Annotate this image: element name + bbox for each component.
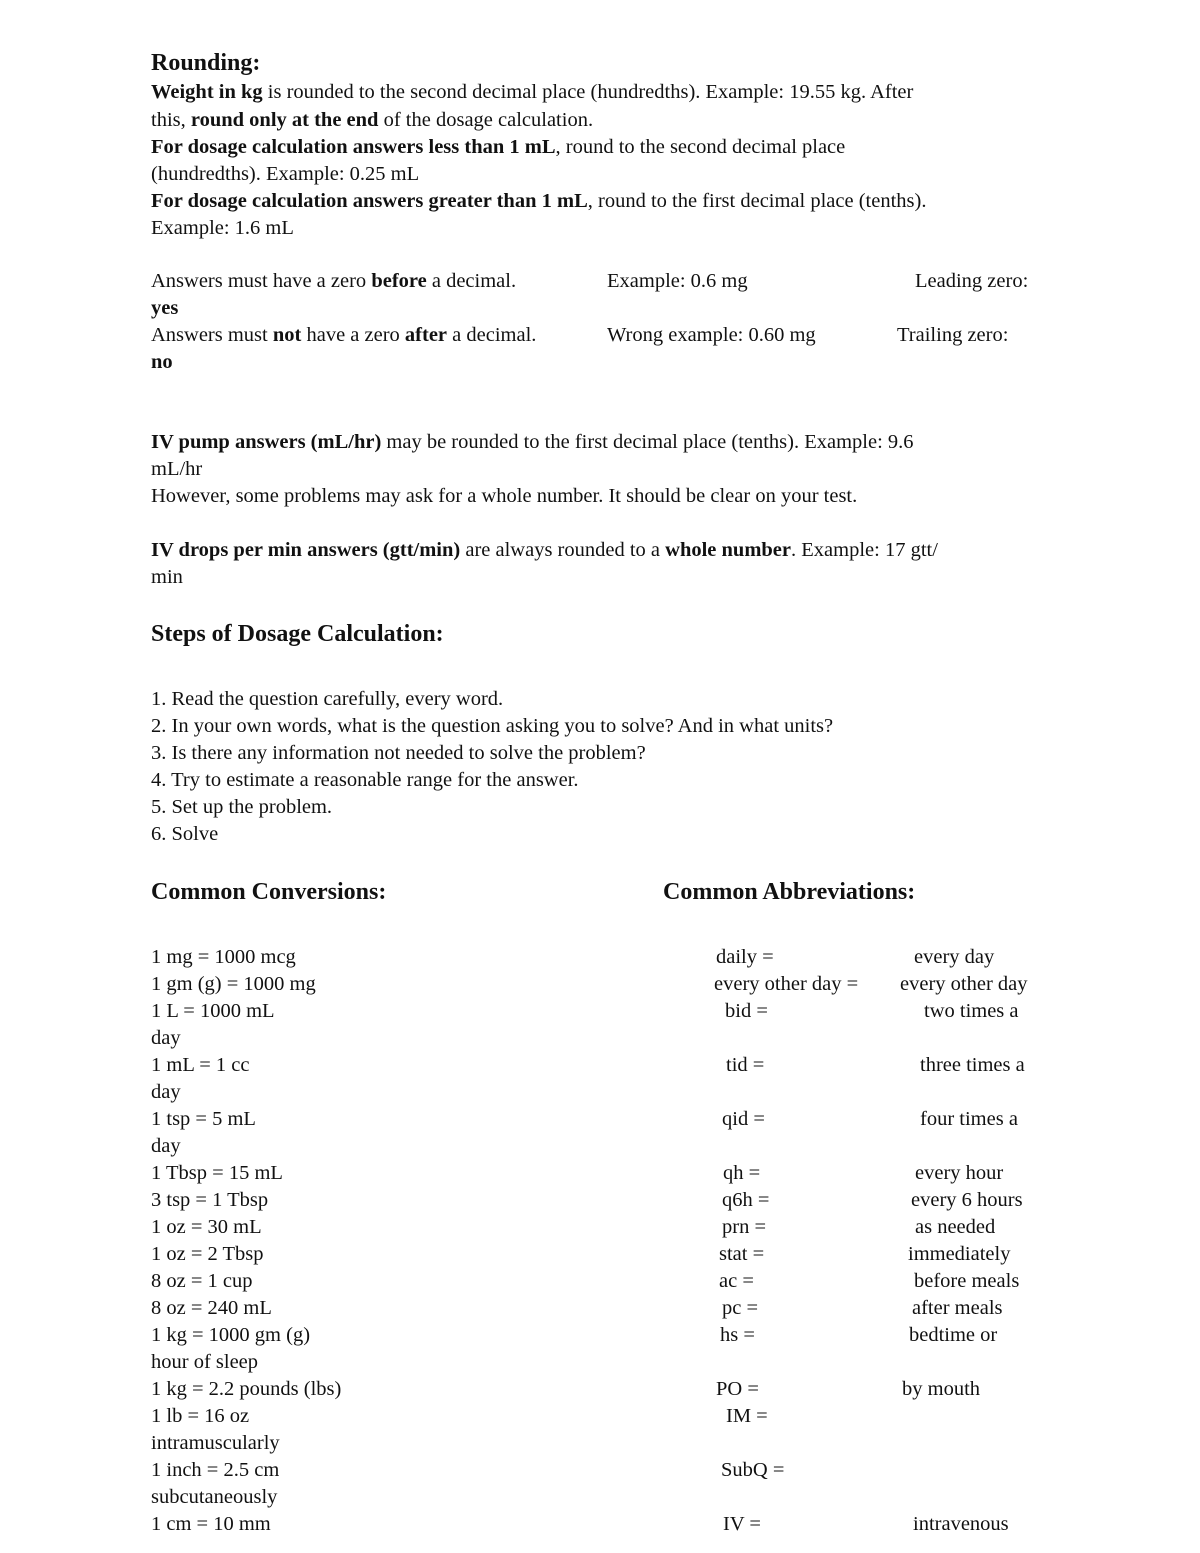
step-item-3: 3. Is there any information not needed to solve the problem? bbox=[151, 742, 646, 764]
weight-text-1: is rounded to the second decimal place (hundredths). Example: 19.55 kg. After bbox=[262, 81, 914, 103]
trailing-rule bbox=[151, 322, 536, 348]
conversion-item: day bbox=[151, 1027, 181, 1049]
trailing-text-2: have a zero bbox=[301, 324, 405, 346]
leading-zero-label: Leading zero: bbox=[915, 270, 1029, 292]
trailing-bold-2: after bbox=[404, 324, 448, 346]
conversion-item: 1 Tbsp = 15 mL bbox=[151, 1162, 283, 1184]
leading-text-2: a decimal. bbox=[426, 270, 517, 292]
abbreviation-meaning: immediately bbox=[908, 1243, 1011, 1265]
trailing-example: Wrong example: 0.60 mg bbox=[607, 324, 816, 346]
weight-bold-2: round only at the end bbox=[190, 109, 379, 131]
conversion-item: 1 lb = 16 oz bbox=[151, 1405, 250, 1427]
conversion-item: intramuscularly bbox=[151, 1432, 280, 1454]
trailing-text-3: a decimal. bbox=[447, 324, 537, 346]
greater-line-2: Example: 1.6 mL bbox=[151, 217, 294, 239]
abbreviation-term: IV = bbox=[723, 1513, 761, 1535]
abbreviation-meaning: by mouth bbox=[902, 1378, 981, 1400]
weight-bold-1: Weight in kg bbox=[151, 81, 263, 103]
greater-bold: For dosage calculation answers greater than 1 mL bbox=[151, 190, 588, 212]
ivdrops-bold-1: IV drops per min answers (gtt/min) bbox=[151, 539, 461, 561]
step-item-6: 6. Solve bbox=[151, 823, 219, 845]
abbreviation-term: ac = bbox=[719, 1270, 754, 1292]
conversion-item: 8 oz = 240 mL bbox=[151, 1297, 272, 1319]
abbreviation-term: PO = bbox=[716, 1378, 759, 1400]
ivdrops-text-2: . Example: 17 gtt/ bbox=[791, 539, 938, 561]
conversion-item: day bbox=[151, 1135, 181, 1157]
abbreviation-term: daily = bbox=[716, 946, 774, 968]
less-line-2: (hundredths). Example: 0.25 mL bbox=[151, 163, 420, 185]
conversion-item: hour of sleep bbox=[151, 1351, 259, 1373]
less-line-1 bbox=[151, 134, 845, 160]
weight-text-2: this, bbox=[151, 109, 191, 131]
conversion-item: 3 tsp = 1 Tbsp bbox=[151, 1189, 269, 1211]
step-item-1: 1. Read the question carefully, every word. bbox=[151, 688, 504, 710]
trailing-zero-label: Trailing zero: bbox=[897, 324, 1009, 346]
abbreviation-term: IM = bbox=[726, 1405, 768, 1427]
abbreviation-meaning: three times a bbox=[920, 1054, 1025, 1076]
leading-text-1: Answers must have a zero bbox=[151, 270, 372, 292]
abbreviation-term: every other day = bbox=[714, 973, 859, 995]
weight-line-1 bbox=[151, 79, 913, 105]
conversion-item: 1 oz = 2 Tbsp bbox=[151, 1243, 264, 1265]
abbreviation-meaning: intravenous bbox=[913, 1513, 1009, 1535]
conversion-item: 1 gm (g) = 1000 mg bbox=[151, 973, 316, 995]
conversions-heading: Common Conversions: bbox=[151, 879, 387, 905]
leading-example: Example: 0.6 mg bbox=[607, 270, 748, 292]
abbreviation-meaning: four times a bbox=[920, 1108, 1018, 1130]
steps-heading: Steps of Dosage Calculation: bbox=[151, 621, 444, 647]
ivpump-line-3: However, some problems may ask for a whole number. It should be clear on your test. bbox=[151, 485, 858, 507]
trailing-text-1: Answers must bbox=[151, 324, 273, 346]
abbreviation-term: hs = bbox=[720, 1324, 755, 1346]
trailing-bold-1: not bbox=[272, 324, 302, 346]
abbreviations-heading: Common Abbreviations: bbox=[663, 879, 916, 905]
abbreviation-meaning: two times a bbox=[924, 1000, 1019, 1022]
rounding-heading: Rounding: bbox=[151, 50, 261, 76]
conversion-item: 1 mL = 1 cc bbox=[151, 1054, 250, 1076]
conversion-item: 8 oz = 1 cup bbox=[151, 1270, 253, 1292]
abbreviation-term: prn = bbox=[722, 1216, 767, 1238]
leading-bold: before bbox=[371, 270, 427, 292]
step-item-4: 4. Try to estimate a reasonable range for the answer. bbox=[151, 769, 579, 791]
greater-line-1 bbox=[151, 188, 926, 214]
ivpump-line-1 bbox=[151, 429, 914, 455]
conversion-item: 1 tsp = 5 mL bbox=[151, 1108, 256, 1130]
greater-text-1: , round to the first decimal place (tenths). bbox=[587, 190, 927, 212]
abbreviation-term: qh = bbox=[723, 1162, 761, 1184]
weight-line-2 bbox=[151, 107, 593, 133]
conversion-item: 1 inch = 2.5 cm bbox=[151, 1459, 280, 1481]
ivdrops-bold-2: whole number bbox=[665, 539, 792, 561]
conversion-item: day bbox=[151, 1081, 181, 1103]
abbreviation-meaning: every hour bbox=[915, 1162, 1004, 1184]
abbreviation-term: q6h = bbox=[722, 1189, 770, 1211]
abbreviation-meaning: after meals bbox=[912, 1297, 1003, 1319]
conversion-item: 1 mg = 1000 mcg bbox=[151, 946, 296, 968]
step-item-2: 2. In your own words, what is the question asking you to solve? And in what units? bbox=[151, 715, 834, 737]
conversion-item: 1 L = 1000 mL bbox=[151, 1000, 275, 1022]
step-item-5: 5. Set up the problem. bbox=[151, 796, 333, 818]
trailing-zero-value: no bbox=[151, 351, 173, 373]
abbreviation-term: qid = bbox=[722, 1108, 765, 1130]
leading-rule bbox=[151, 268, 516, 294]
weight-text-3: of the dosage calculation. bbox=[378, 109, 594, 131]
ivpump-text-1: may be rounded to the first decimal place (tenths). Example: 9.6 bbox=[381, 431, 914, 453]
abbreviation-meaning: every 6 hours bbox=[911, 1189, 1023, 1211]
less-text-1: , round to the second decimal place bbox=[555, 136, 846, 158]
ivdrops-line-1 bbox=[151, 537, 938, 563]
less-bold: For dosage calculation answers less than 1 mL bbox=[151, 136, 556, 158]
conversion-item: 1 cm = 10 mm bbox=[151, 1513, 271, 1535]
conversion-item: 1 oz = 30 mL bbox=[151, 1216, 262, 1238]
conversion-item: 1 kg = 2.2 pounds (lbs) bbox=[151, 1378, 342, 1400]
ivdrops-text-1: are always rounded to a bbox=[460, 539, 666, 561]
abbreviation-meaning: as needed bbox=[915, 1216, 996, 1238]
abbreviation-term: SubQ = bbox=[721, 1459, 785, 1481]
abbreviation-term: tid = bbox=[726, 1054, 765, 1076]
abbreviation-meaning: bedtime or bbox=[909, 1324, 998, 1346]
abbreviation-term: stat = bbox=[719, 1243, 765, 1265]
abbreviation-meaning: every day bbox=[914, 946, 995, 968]
abbreviation-term: pc = bbox=[722, 1297, 759, 1319]
abbreviation-meaning: every other day bbox=[900, 973, 1028, 995]
abbreviation-meaning: before meals bbox=[914, 1270, 1020, 1292]
abbreviation-term: bid = bbox=[725, 1000, 768, 1022]
conversion-item: subcutaneously bbox=[151, 1486, 278, 1508]
leading-zero-value: yes bbox=[151, 297, 179, 319]
ivpump-bold: IV pump answers (mL/hr) bbox=[151, 431, 382, 453]
conversion-item: 1 kg = 1000 gm (g) bbox=[151, 1324, 311, 1346]
ivpump-line-2: mL/hr bbox=[151, 458, 203, 480]
ivdrops-line-2: min bbox=[151, 566, 183, 588]
